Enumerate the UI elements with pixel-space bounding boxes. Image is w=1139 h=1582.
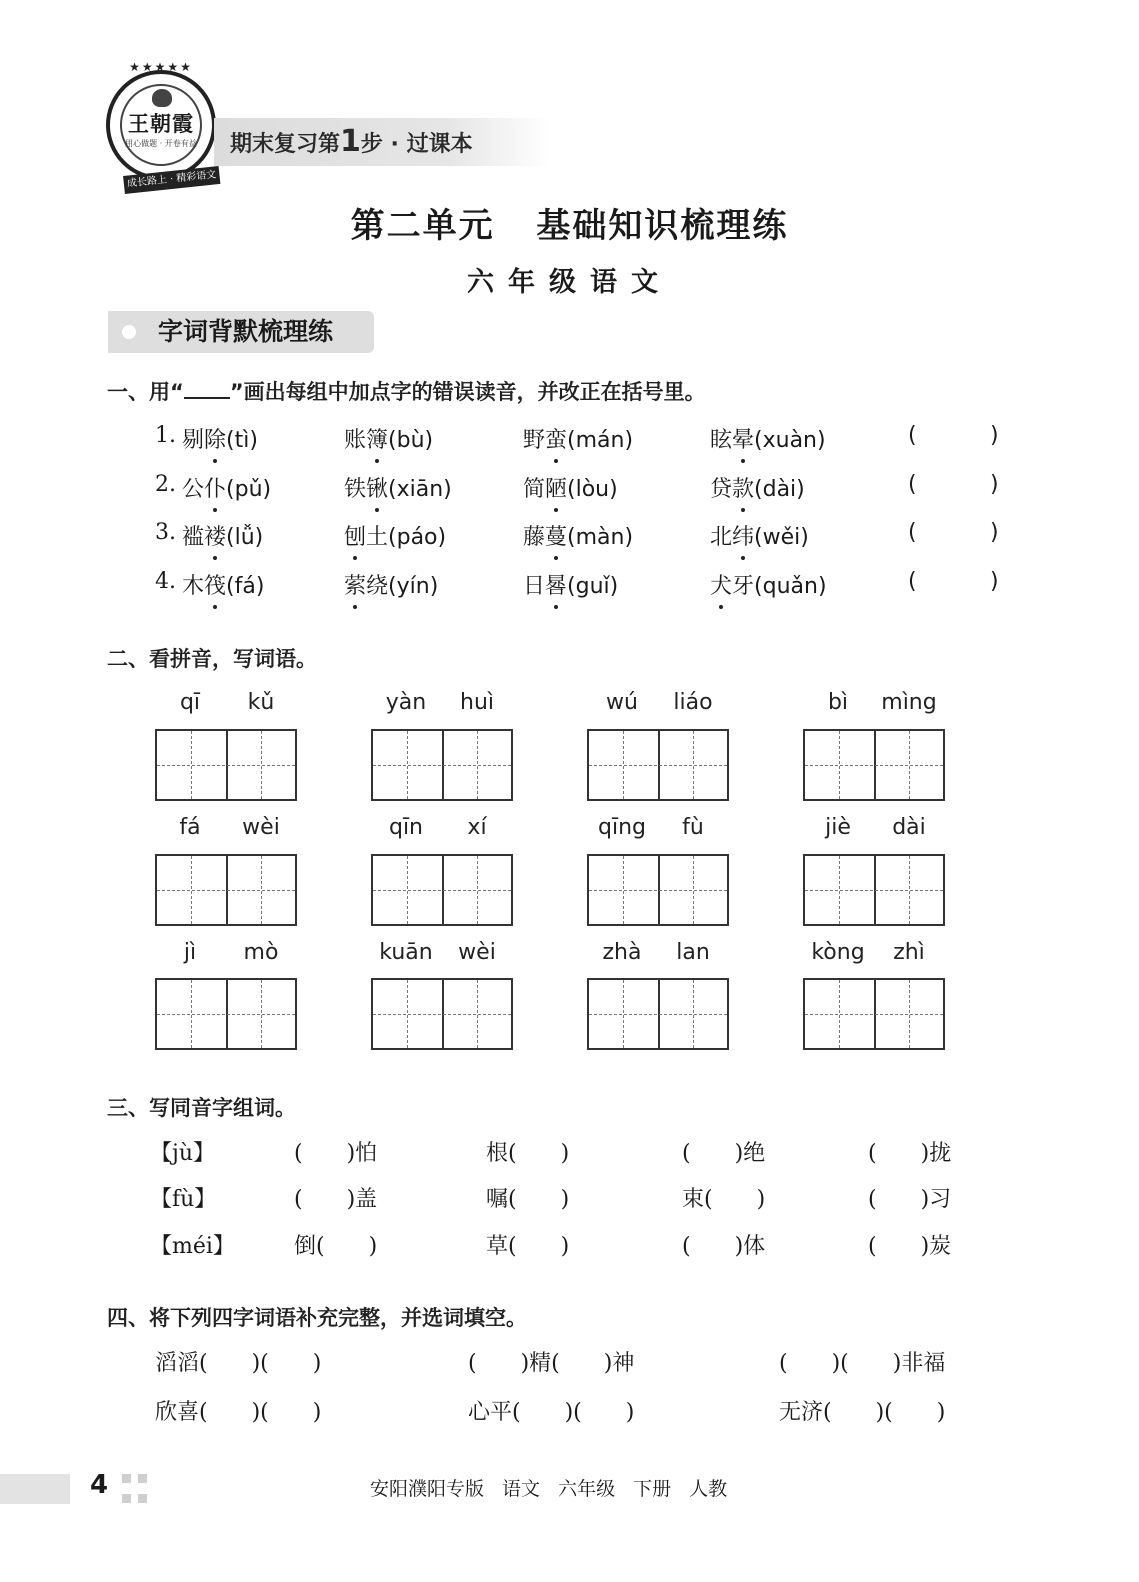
footer-square bbox=[122, 1474, 131, 1483]
q1-word bbox=[182, 423, 258, 454]
grid-guide-line bbox=[805, 1014, 943, 1015]
grid-guide-line bbox=[407, 856, 408, 924]
q1-heading-prefix: 一、用“ bbox=[107, 380, 184, 404]
pinyin-syllable: zhì bbox=[893, 940, 925, 965]
grid-guide-line bbox=[623, 731, 624, 799]
q1-word bbox=[710, 520, 809, 551]
answer-paren-open: ( bbox=[908, 569, 917, 594]
idiom-fill-in[interactable]: 心平( )( ) bbox=[468, 1400, 635, 1425]
q1-row-number: 1. bbox=[155, 423, 176, 448]
q1-dotted-char: 晕 bbox=[732, 423, 754, 454]
grid-guide-line bbox=[373, 1014, 511, 1015]
q1-word bbox=[344, 569, 438, 600]
grid-guide-line bbox=[623, 856, 624, 924]
q1-dotted-char: 蛮 bbox=[545, 423, 567, 454]
answer-paren-close: ) bbox=[990, 472, 999, 497]
tianzige-writing-box[interactable] bbox=[587, 978, 729, 1050]
answer-blank[interactable] bbox=[920, 522, 986, 550]
pinyin-syllable: mò bbox=[243, 940, 279, 965]
q1-dotted-char: 锹 bbox=[366, 472, 388, 503]
grid-guide-line bbox=[839, 980, 840, 1048]
q1-word bbox=[523, 423, 633, 454]
q2-heading: 二、看拼音，写词语。 bbox=[107, 647, 317, 671]
q1-word bbox=[710, 423, 826, 454]
pinyin-syllable: zhà bbox=[602, 940, 642, 965]
grid-guide-line bbox=[261, 856, 262, 924]
q1-dotted-char: 筏 bbox=[204, 569, 226, 600]
grid-guide-line bbox=[477, 856, 478, 924]
q3-heading: 三、写同音字组词。 bbox=[107, 1096, 296, 1120]
logo-tagline: 用心做题 · 开卷有益 bbox=[125, 139, 197, 148]
answer-blank[interactable] bbox=[920, 571, 986, 599]
q1-row-number: 2. bbox=[155, 472, 176, 497]
q4-heading: 四、将下列四字词语补充完整，并选词填空。 bbox=[107, 1306, 527, 1330]
pinyin-syllable: mìng bbox=[881, 690, 937, 715]
pinyin-syllable: yàn bbox=[385, 690, 427, 715]
q1-char: 日 bbox=[523, 574, 546, 599]
q1-char: 藤 bbox=[523, 525, 546, 550]
q1-char: 北 bbox=[710, 525, 733, 550]
tianzige-writing-box[interactable] bbox=[803, 729, 945, 801]
q1-char: 剔 bbox=[182, 428, 205, 453]
homophone-label: 【méi】 bbox=[150, 1234, 235, 1259]
grid-guide-line bbox=[693, 731, 694, 799]
grid-guide-line bbox=[909, 731, 910, 799]
answer-blank[interactable] bbox=[920, 425, 986, 453]
q1-word bbox=[344, 472, 452, 503]
review-step-banner bbox=[214, 118, 550, 166]
idiom-fill-in[interactable]: 无济( )( ) bbox=[779, 1400, 946, 1425]
grid-guide-line bbox=[589, 1014, 727, 1015]
footer-edition-info: 安阳濮阳专版 语文 六年级 下册 人教 bbox=[370, 1478, 728, 1500]
grid-guide-line bbox=[191, 731, 192, 799]
tianzige-writing-box[interactable] bbox=[155, 978, 297, 1050]
page-number: 4 bbox=[90, 1470, 109, 1500]
answer-paren-close: ) bbox=[990, 520, 999, 545]
pinyin-syllable: dài bbox=[892, 815, 926, 840]
q1-pinyin: (pǔ) bbox=[226, 477, 272, 502]
q1-dotted-char: 晷 bbox=[545, 569, 567, 600]
tianzige-writing-box[interactable] bbox=[371, 729, 513, 801]
brand-logo bbox=[106, 60, 216, 180]
q1-dotted-char: 犬 bbox=[710, 569, 732, 600]
grid-guide-line bbox=[805, 890, 943, 891]
homophone-label: 【jù】 bbox=[150, 1141, 215, 1166]
q1-char: 贷 bbox=[710, 477, 733, 502]
logo-stars: ★★★★★ bbox=[129, 60, 193, 74]
q1-word bbox=[182, 569, 264, 600]
grid-guide-line bbox=[693, 980, 694, 1048]
fill-in-word[interactable]: 草( ) bbox=[486, 1234, 570, 1259]
answer-paren-open: ( bbox=[908, 423, 917, 448]
tag-hole-icon bbox=[122, 325, 136, 339]
grid-guide-line bbox=[261, 731, 262, 799]
grid-guide-line bbox=[839, 731, 840, 799]
tianzige-writing-box[interactable] bbox=[587, 729, 729, 801]
grid-guide-line bbox=[909, 980, 910, 1048]
q1-pinyin: (páo) bbox=[388, 525, 447, 550]
q1-dotted-char: 款 bbox=[732, 472, 754, 503]
grid-guide-line bbox=[373, 890, 511, 891]
q1-dotted-char: 除 bbox=[204, 423, 226, 454]
grid-guide-line bbox=[477, 731, 478, 799]
tianzige-writing-box[interactable] bbox=[155, 729, 297, 801]
q1-char: 土 bbox=[366, 525, 389, 550]
pinyin-syllable: liáo bbox=[673, 690, 713, 715]
tianzige-writing-box[interactable] bbox=[803, 978, 945, 1050]
grid-guide-line bbox=[261, 980, 262, 1048]
q1-dotted-char: 纬 bbox=[732, 520, 754, 551]
pinyin-syllable: qīn bbox=[388, 815, 424, 840]
pinyin-syllable: kǔ bbox=[247, 690, 275, 715]
q1-pinyin: (quǎn) bbox=[754, 574, 827, 599]
page-title: 第二单元 基础知识梳理练 bbox=[350, 206, 789, 246]
grid-guide-line bbox=[191, 980, 192, 1048]
q1-char: 公 bbox=[182, 477, 205, 502]
logo-ribbon: 成长路上 · 精彩语文 bbox=[123, 166, 220, 194]
idiom-fill-in[interactable]: 滔滔( )( ) bbox=[155, 1351, 322, 1376]
q1-pinyin: (tì) bbox=[226, 428, 258, 453]
q1-char: 木 bbox=[182, 574, 205, 599]
q1-pinyin: (guǐ) bbox=[567, 574, 619, 599]
fill-in-word[interactable]: 倒( ) bbox=[294, 1234, 378, 1259]
grid-guide-line bbox=[623, 980, 624, 1048]
pinyin-syllable: jiè bbox=[825, 815, 851, 840]
q1-pinyin: (lǚ) bbox=[226, 525, 264, 550]
q1-word bbox=[523, 520, 633, 551]
answer-blank[interactable] bbox=[920, 474, 986, 502]
q1-word bbox=[710, 569, 827, 600]
grid-guide-line bbox=[589, 765, 727, 766]
fill-in-word[interactable]: ( )拢 bbox=[868, 1141, 952, 1166]
q1-char: 铁 bbox=[344, 477, 367, 502]
pinyin-syllable: lan bbox=[676, 940, 710, 965]
pinyin-syllable: kòng bbox=[811, 940, 865, 965]
q1-pinyin: (dài) bbox=[754, 477, 805, 502]
q1-dotted-char: 褛 bbox=[204, 520, 226, 551]
grid-guide-line bbox=[407, 731, 408, 799]
pinyin-syllable: wú bbox=[606, 690, 638, 715]
grid-guide-line bbox=[157, 1014, 295, 1015]
grid-guide-line bbox=[477, 980, 478, 1048]
q1-pinyin: (xuàn) bbox=[754, 428, 826, 453]
q1-pinyin: (bù) bbox=[388, 428, 434, 453]
fill-in-word[interactable]: ( )习 bbox=[868, 1187, 952, 1212]
q1-dotted-char: 仆 bbox=[204, 472, 226, 503]
pinyin-syllable: xí bbox=[467, 815, 487, 840]
q1-pinyin: (lòu) bbox=[567, 477, 618, 502]
q1-pinyin: (wěi) bbox=[754, 525, 809, 550]
footer-square bbox=[138, 1474, 147, 1483]
tianzige-writing-box[interactable] bbox=[803, 854, 945, 926]
q1-heading-suffix: ”画出每组中加点字的错误读音，并改正在括号里。 bbox=[229, 380, 706, 404]
idiom-fill-in[interactable]: ( )精( )神 bbox=[468, 1351, 635, 1376]
q1-char: 账 bbox=[344, 428, 367, 453]
q1-pinyin: (mán) bbox=[567, 428, 634, 453]
pinyin-syllable: qīng bbox=[598, 815, 646, 840]
q1-char: 野 bbox=[523, 428, 546, 453]
grid-guide-line bbox=[589, 890, 727, 891]
answer-paren-close: ) bbox=[990, 569, 999, 594]
grid-guide-line bbox=[693, 856, 694, 924]
answer-paren-open: ( bbox=[908, 472, 917, 497]
fill-in-word[interactable]: ( )炭 bbox=[868, 1234, 952, 1259]
pinyin-syllable: jì bbox=[183, 940, 197, 965]
q1-word bbox=[344, 423, 433, 454]
grid-guide-line bbox=[839, 856, 840, 924]
pinyin-syllable: wèi bbox=[458, 940, 496, 965]
q1-dotted-char: 萦 bbox=[344, 569, 366, 600]
q1-char: 眩 bbox=[710, 428, 733, 453]
pinyin-syllable: qī bbox=[179, 690, 201, 715]
idiom-fill-in[interactable]: 欣喜( )( ) bbox=[155, 1400, 322, 1425]
pinyin-syllable: huì bbox=[460, 690, 494, 715]
underline-sample bbox=[184, 379, 230, 399]
pinyin-syllable: fù bbox=[682, 815, 704, 840]
fill-in-word[interactable]: ( )盖 bbox=[294, 1187, 378, 1212]
pinyin-syllable: fá bbox=[179, 815, 201, 840]
logo-name: 王朝霞 bbox=[128, 112, 194, 136]
q1-word bbox=[344, 520, 446, 551]
grid-guide-line bbox=[373, 765, 511, 766]
tianzige-writing-box[interactable] bbox=[155, 854, 297, 926]
idiom-fill-in[interactable]: ( )( )非福 bbox=[779, 1351, 946, 1376]
logo-avatar-icon bbox=[152, 89, 172, 107]
q1-char: 绕 bbox=[366, 574, 389, 599]
grid-guide-line bbox=[805, 765, 943, 766]
tianzige-writing-box[interactable] bbox=[371, 978, 513, 1050]
footer-square bbox=[122, 1494, 131, 1503]
banner-suffix: 步 · 过课本 bbox=[360, 132, 473, 157]
fill-in-word[interactable]: ( )怕 bbox=[294, 1141, 378, 1166]
q1-dotted-char: 陋 bbox=[545, 472, 567, 503]
q1-row-number: 3. bbox=[155, 520, 176, 545]
page-subtitle: 六年级语文 bbox=[467, 267, 672, 298]
q1-dotted-char: 刨 bbox=[344, 520, 366, 551]
q1-word bbox=[710, 472, 805, 503]
grid-guide-line bbox=[157, 890, 295, 891]
q1-pinyin: (xiān) bbox=[388, 477, 452, 502]
q1-char: 牙 bbox=[732, 574, 755, 599]
q1-heading bbox=[107, 376, 706, 406]
section-tag bbox=[108, 311, 374, 353]
q1-dotted-char: 簿 bbox=[366, 423, 388, 454]
q1-word bbox=[182, 472, 271, 503]
footer-square bbox=[138, 1494, 147, 1503]
answer-paren-open: ( bbox=[908, 520, 917, 545]
fill-in-word[interactable]: ( )绝 bbox=[682, 1141, 766, 1166]
q1-row-number: 4. bbox=[155, 569, 176, 594]
fill-in-word[interactable]: 束( ) bbox=[682, 1187, 766, 1212]
q1-char: 简 bbox=[523, 477, 546, 502]
q1-pinyin: (yín) bbox=[388, 574, 439, 599]
grid-guide-line bbox=[909, 856, 910, 924]
pinyin-syllable: wèi bbox=[242, 815, 280, 840]
grid-guide-line bbox=[157, 765, 295, 766]
q1-word bbox=[523, 472, 618, 503]
q1-word bbox=[523, 569, 618, 600]
section-tag-label: 字词背默梳理练 bbox=[158, 317, 334, 346]
logo-inner-ring bbox=[120, 84, 202, 166]
footer-bar bbox=[0, 1474, 70, 1504]
fill-in-word[interactable]: 嘱( ) bbox=[486, 1187, 570, 1212]
banner-prefix: 期末复习第 bbox=[230, 132, 341, 157]
homophone-label: 【fù】 bbox=[150, 1187, 217, 1212]
pinyin-syllable: bì bbox=[827, 690, 849, 715]
tianzige-writing-box[interactable] bbox=[587, 854, 729, 926]
q1-char: 褴 bbox=[182, 525, 205, 550]
q1-pinyin: (màn) bbox=[567, 525, 634, 550]
fill-in-word[interactable]: 根( ) bbox=[486, 1141, 570, 1166]
fill-in-word[interactable]: ( )体 bbox=[682, 1234, 766, 1259]
q1-word bbox=[182, 520, 263, 551]
pinyin-syllable: kuān bbox=[379, 940, 433, 965]
q1-dotted-char: 蔓 bbox=[545, 520, 567, 551]
grid-guide-line bbox=[407, 980, 408, 1048]
banner-step-number: 1 bbox=[340, 124, 361, 159]
grid-guide-line bbox=[191, 856, 192, 924]
tianzige-writing-box[interactable] bbox=[371, 854, 513, 926]
q1-pinyin: (fá) bbox=[226, 574, 265, 599]
answer-paren-close: ) bbox=[990, 423, 999, 448]
